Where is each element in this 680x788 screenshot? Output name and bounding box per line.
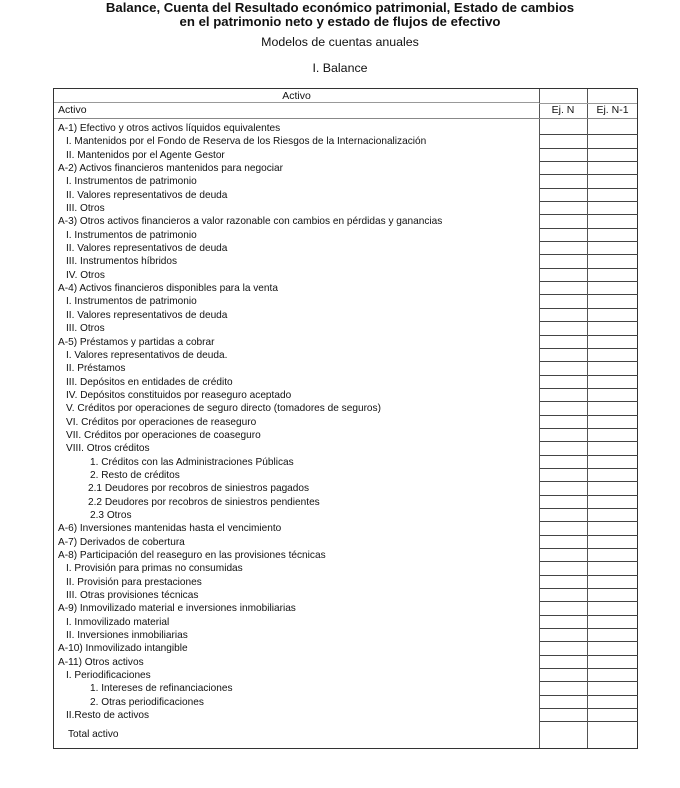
row-label: 2.1 Deudores por recobros de siniestros pagados [88, 483, 310, 495]
cell-ej-n[interactable] [540, 242, 587, 255]
table-row [54, 522, 637, 535]
cell-ej-n1[interactable] [588, 149, 638, 162]
cell-ej-n[interactable] [540, 549, 587, 562]
document-subtitle: Modelos de cuentas anuales [261, 35, 419, 49]
cell-ej-n[interactable] [540, 536, 587, 549]
row-label: I. Valores representativos de deuda. [66, 349, 228, 361]
cell-ej-n1[interactable] [588, 255, 638, 268]
cell-ej-n1[interactable] [588, 402, 638, 415]
cell-ej-n1[interactable] [588, 696, 638, 709]
table-row [54, 442, 637, 455]
header-bottom-rule [54, 118, 637, 119]
row-label: A-4) Activos financieros disponibles para la venta [58, 283, 278, 295]
cell-ej-n[interactable] [540, 416, 587, 429]
table-row [54, 255, 637, 268]
cell-ej-n1[interactable] [588, 229, 638, 242]
row-label: A-7) Derivados de cobertura [58, 536, 185, 548]
row-label: I. Periodificaciones [66, 670, 151, 682]
table-row [54, 549, 637, 562]
cell-ej-n[interactable] [540, 429, 587, 442]
cell-ej-n[interactable] [540, 589, 587, 602]
row-label: A-8) Participación del reaseguro en las provisiones técnicas [58, 550, 326, 561]
row-label: III. Instrumentos híbridos [66, 256, 178, 268]
cell-ej-n1[interactable] [588, 669, 638, 682]
cell-ej-n[interactable] [540, 576, 587, 589]
cell-ej-n1[interactable] [588, 376, 638, 389]
table-row [54, 229, 637, 242]
row-label: VIII. Otros créditos [66, 443, 150, 455]
row-label: A-3) Otros activos financieros a valor razonable con cambios en pérdidas y ganancias [58, 216, 443, 228]
row-label: 2. Otras periodificaciones [90, 696, 204, 708]
row-label: III. Otras provisiones técnicas [66, 590, 199, 602]
row-label: II.Resto de activos [66, 710, 150, 722]
table-row [54, 309, 637, 322]
table-row [54, 122, 637, 135]
cell-ej-n1[interactable] [588, 242, 638, 255]
row-label: II. Valores representativos de deuda [66, 189, 228, 201]
cell-ej-n1[interactable] [588, 442, 638, 455]
row-label: A-10) Inmovilizado intangible [58, 643, 188, 655]
row-label: I. Inmovilizado material [66, 616, 170, 628]
table-row [54, 389, 637, 402]
total-row [54, 722, 637, 746]
cell-ej-n1[interactable] [588, 429, 638, 442]
cell-ej-n1[interactable] [588, 416, 638, 429]
cell-ej-n[interactable] [540, 522, 587, 535]
cell-ej-n1[interactable] [588, 589, 638, 602]
table-row [54, 376, 637, 389]
table-row [54, 456, 637, 469]
row-label: I. Instrumentos de patrimonio [66, 229, 197, 241]
row-label: A-5) Préstamos y partidas a cobrar [58, 336, 215, 348]
table-row [54, 616, 637, 629]
table-row [54, 242, 637, 255]
document-title-line-1: Balance, Cuenta del Resultado económico patrimonial, Estado de cambios [105, 0, 575, 15]
table-row [54, 322, 637, 335]
cell-ej-n[interactable] [540, 656, 587, 669]
cell-ej-n[interactable] [540, 496, 587, 509]
table-row [54, 295, 637, 308]
table-row [54, 536, 637, 549]
cell-ej-n[interactable] [540, 562, 587, 575]
cell-ej-n[interactable] [540, 309, 587, 322]
cell-ej-n[interactable] [540, 642, 587, 655]
cell-ej-n[interactable] [540, 376, 587, 389]
table-row [54, 589, 637, 602]
table-row [54, 709, 637, 722]
cell-ej-n1[interactable] [588, 616, 638, 629]
cell-ej-n1[interactable] [588, 629, 638, 642]
cell-ej-n[interactable] [540, 602, 587, 615]
table-row [54, 682, 637, 695]
table-row [54, 162, 637, 175]
row-label: I. Mantenidos por el Fondo de Reserva de los Riesgos de la Internacionalización [66, 136, 427, 148]
cell-ej-n[interactable] [540, 349, 587, 362]
row-label: A-2) Activos financieros mantenidos para negociar [58, 163, 283, 175]
cell-ej-n[interactable] [540, 122, 587, 135]
cell-ej-n[interactable] [540, 229, 587, 242]
row-label: IV. Otros [66, 269, 105, 281]
cell-ej-n[interactable] [540, 282, 587, 295]
row-label: A-11) Otros activos [58, 656, 144, 668]
cell-ej-n1[interactable] [588, 202, 638, 215]
cell-ej-n[interactable] [540, 149, 587, 162]
cell-ej-n[interactable] [540, 189, 587, 202]
row-label: A-1) Efectivo y otros activos líquidos equivalentes [58, 123, 281, 134]
cell-ej-n1[interactable] [588, 295, 638, 308]
cell-ej-n1[interactable] [588, 282, 638, 295]
cell-ej-n1[interactable] [588, 189, 638, 202]
table-row [54, 189, 637, 202]
balance-table [53, 88, 638, 749]
cell-ej-n1[interactable] [588, 162, 638, 175]
row-label: V. Créditos por operaciones de seguro directo (tomadores de seguros) [66, 403, 381, 415]
total-label: Total activo [68, 729, 119, 741]
table-row [54, 362, 637, 375]
cell-ej-n1[interactable] [588, 576, 638, 589]
row-label: VII. Créditos por operaciones de coaseguro [66, 429, 261, 441]
row-label: I. Provisión para primas no consumidas [66, 563, 243, 575]
cell-ej-n[interactable] [540, 162, 587, 175]
cell-ej-n[interactable] [540, 509, 587, 522]
table-row [54, 269, 637, 282]
row-label: III. Otros [66, 203, 105, 215]
table-row [54, 482, 637, 495]
cell-ej-n[interactable] [540, 202, 587, 215]
section-heading: I. Balance [312, 61, 368, 75]
row-label: III. Otros [66, 323, 105, 335]
table-row [54, 336, 637, 349]
cell-ej-n1[interactable] [588, 602, 638, 615]
table-row [54, 349, 637, 362]
table-row [54, 576, 637, 589]
cell-ej-n[interactable] [540, 255, 587, 268]
cell-ej-n1[interactable] [588, 322, 638, 335]
document-title-line-2: en el patrimonio neto y estado de flujos de efectivo [179, 14, 501, 29]
table-row [54, 149, 637, 162]
cell-ej-n1[interactable] [588, 456, 638, 469]
cell-ej-n1[interactable] [588, 349, 638, 362]
row-label: II. Valores representativos de deuda [66, 243, 228, 255]
cell-ej-n1[interactable] [588, 682, 638, 695]
table-row [54, 669, 637, 682]
cell-ej-n[interactable] [540, 442, 587, 455]
cell-ej-n1[interactable] [588, 509, 638, 522]
table-row [54, 282, 637, 295]
row-label: II. Provisión para prestaciones [66, 576, 202, 588]
table-row [54, 602, 637, 615]
cell-ej-n[interactable] [540, 295, 587, 308]
row-label: A-9) Inmovilizado material e inversiones inmobiliarias [58, 603, 296, 615]
row-label: II. Inversiones inmobiliarias [66, 630, 188, 642]
cell-ej-n1[interactable] [588, 642, 638, 655]
row-label: III. Depósitos en entidades de crédito [66, 376, 233, 388]
cell-ej-n1[interactable] [588, 122, 638, 135]
cell-ej-n1[interactable] [588, 309, 638, 322]
table-row [54, 642, 637, 655]
row-label: 2. Resto de créditos [90, 469, 180, 481]
cell-ej-n1[interactable] [588, 389, 638, 402]
row-label: 1. Créditos con las Administraciones Públicas [90, 456, 294, 468]
column-header-ej-n: Ej. N [551, 104, 575, 116]
cell-ej-n[interactable] [540, 322, 587, 335]
row-label: 2.2 Deudores por recobros de siniestros pendientes [88, 496, 320, 508]
row-label: II. Valores representativos de deuda [66, 309, 228, 321]
row-label: VI. Créditos por operaciones de reaseguro [66, 416, 257, 428]
cell-ej-n[interactable] [540, 469, 587, 482]
table-row [54, 656, 637, 669]
table-row [54, 416, 637, 429]
table-row [54, 562, 637, 575]
cell-ej-n1[interactable] [588, 362, 638, 375]
table-row [54, 202, 637, 215]
table-row [54, 509, 637, 522]
cell-ej-n1[interactable] [588, 269, 638, 282]
table-row [54, 429, 637, 442]
cell-ej-n1[interactable] [588, 469, 638, 482]
cell-ej-n[interactable] [540, 402, 587, 415]
cell-ej-n1[interactable] [588, 336, 638, 349]
total-cell-ej-n[interactable] [540, 722, 587, 746]
table-row [54, 135, 637, 148]
table-row [54, 215, 637, 228]
cell-ej-n1[interactable] [588, 549, 638, 562]
cell-ej-n1[interactable] [588, 656, 638, 669]
column-header-ej-n1: Ej. N-1 [596, 104, 629, 116]
row-label: II. Mantenidos por el Agente Gestor [66, 149, 225, 161]
table-row [54, 469, 637, 482]
row-label: I. Instrumentos de patrimonio [66, 296, 197, 308]
row-label: II. Préstamos [66, 363, 126, 375]
total-cell-ej-n1[interactable] [588, 722, 638, 746]
cell-ej-n1[interactable] [588, 562, 638, 575]
table-row [54, 496, 637, 509]
row-label: I. Instrumentos de patrimonio [66, 176, 197, 188]
cell-ej-n[interactable] [540, 389, 587, 402]
cell-ej-n[interactable] [540, 456, 587, 469]
table-group-header: Activo [54, 89, 539, 103]
table-row [54, 696, 637, 709]
cell-ej-n[interactable] [540, 175, 587, 188]
cell-ej-n[interactable] [540, 269, 587, 282]
row-label: 2.3 Otros [90, 509, 132, 521]
row-label: 1. Intereses de refinanciaciones [90, 683, 233, 695]
cell-ej-n[interactable] [540, 709, 587, 722]
cell-ej-n1[interactable] [588, 536, 638, 549]
table-body [54, 122, 637, 746]
cell-ej-n[interactable] [540, 135, 587, 148]
cell-ej-n1[interactable] [588, 522, 638, 535]
cell-ej-n[interactable] [540, 669, 587, 682]
cell-ej-n[interactable] [540, 629, 587, 642]
table-row [54, 629, 637, 642]
cell-ej-n1[interactable] [588, 482, 638, 495]
cell-ej-n[interactable] [540, 362, 587, 375]
column-header-activo: Activo [58, 104, 87, 116]
cell-ej-n[interactable] [540, 696, 587, 709]
cell-ej-n[interactable] [540, 215, 587, 228]
cell-ej-n[interactable] [540, 616, 587, 629]
table-row [54, 175, 637, 188]
cell-ej-n1[interactable] [588, 709, 638, 722]
row-label: A-6) Inversiones mantenidas hasta el vencimiento [58, 523, 282, 535]
cell-ej-n1[interactable] [588, 496, 638, 509]
cell-ej-n1[interactable] [588, 215, 638, 228]
table-row [54, 402, 637, 415]
cell-ej-n[interactable] [540, 682, 587, 695]
cell-ej-n[interactable] [540, 336, 587, 349]
cell-ej-n[interactable] [540, 482, 587, 495]
cell-ej-n1[interactable] [588, 175, 638, 188]
cell-ej-n1[interactable] [588, 135, 638, 148]
row-label: IV. Depósitos constituidos por reaseguro aceptado [66, 389, 292, 401]
